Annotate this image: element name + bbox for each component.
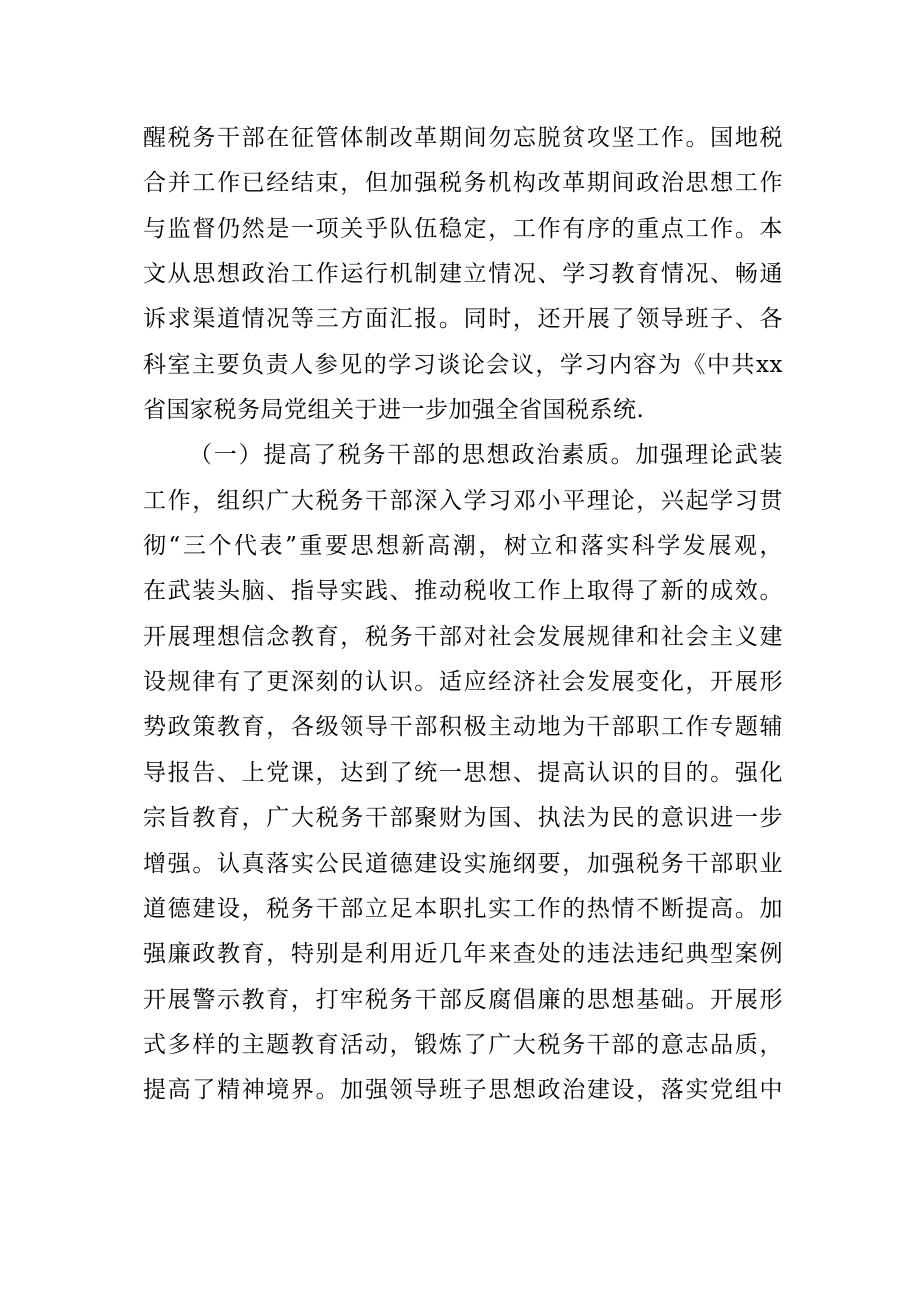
section-heading-line: （一）提高了税务干部的思想政治素质。加强理论武装: [189, 442, 783, 469]
text-line: 文从思想政治工作运行机制建立情况、学习教育情况、畅通: [143, 261, 783, 288]
text-line: 诉求渠道情况等三方面汇报。同时，还开展了领导班子、各: [143, 306, 783, 333]
body-text: [143, 116, 783, 1114]
text-line: 醒税务干部在征管体制改革期间勿忘脱贫攻坚工作。国地税: [143, 125, 783, 151]
text-line: 提高了精神境界。加强领导班子思想政治建设，落实党组中: [143, 1077, 783, 1104]
text-line: 导报告、上党课，达到了统一思想、提高认识的目的。强化: [143, 759, 783, 786]
text-line: 开展理想信念教育，税务干部对社会发展规律和社会主义建: [143, 623, 783, 650]
text-line: 强廉政教育，特别是利用近几年来查处的违法违纪典型案例: [143, 941, 783, 968]
text-line: 增强。认真落实公民道德建设实施纲要，加强税务干部职业: [143, 850, 783, 877]
text-line: 科室主要负责人参见的学习谈论会议，学习内容为《中共xx: [143, 351, 783, 378]
text-line: 省国家税务局党组关于进一步加强全省国税系统.: [143, 397, 645, 424]
text-line: 宗旨教育，广大税务干部聚财为国、执法为民的意识进一步: [143, 805, 783, 832]
text-line: 合并工作已经结束，但加强税务机构改革期间政治思想工作: [143, 170, 783, 197]
text-line: 彻“三个代表”重要思想新高潮，树立和落实科学发展观，: [143, 533, 783, 560]
text-line: 在武装头脑、指导实践、推动税收工作上取得了新的成效。: [143, 578, 783, 605]
text-line: 工作，组织广大税务干部深入学习邓小平理论，兴起学习贯: [143, 487, 783, 514]
text-line: 开展警示教育，打牢税务干部反腐倡廉的思想基础。开展形: [143, 986, 783, 1013]
text-line: 与监督仍然是一项关乎队伍稳定，工作有序的重点工作。本: [143, 215, 783, 242]
text-line: 道德建设，税务干部立足本职扎实工作的热情不断提高。加: [143, 895, 783, 922]
text-line: 式多样的主题教育活动，锻炼了广大税务干部的意志品质，: [143, 1031, 783, 1058]
text-line: 势政策教育，各级领导干部积极主动地为干部职工作专题辅: [143, 714, 783, 741]
text-line: 设规律有了更深刻的认识。适应经济社会发展变化，开展形: [143, 669, 783, 696]
